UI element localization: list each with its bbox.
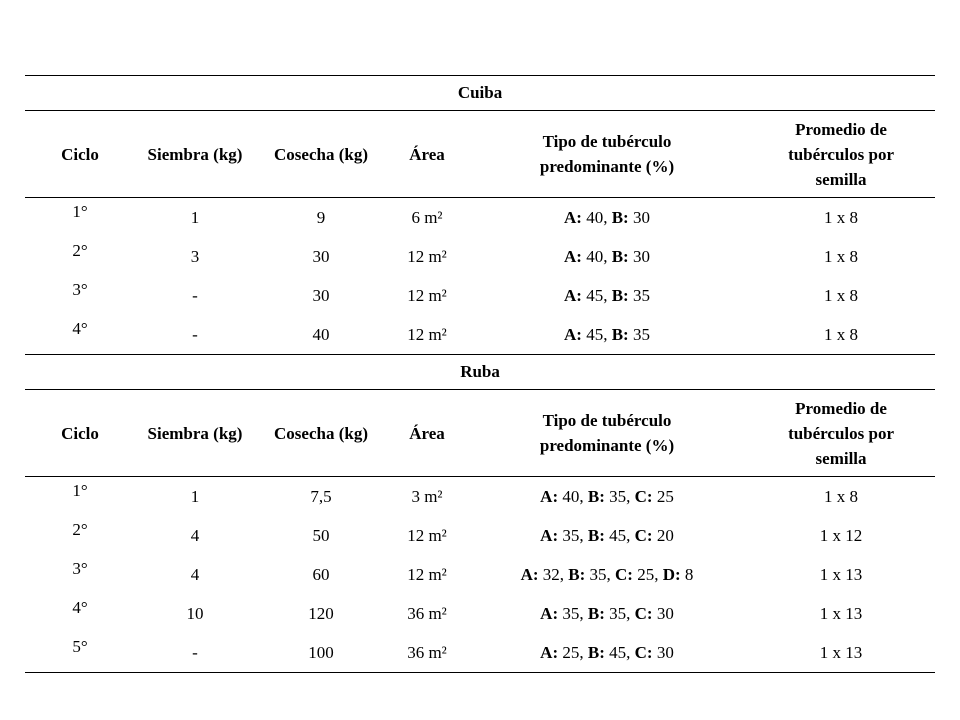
tuber-key: B:	[587, 525, 605, 545]
header-tuber-type-line1: Tipo de tubérculo	[542, 411, 672, 430]
cell-harvest: 100	[255, 633, 387, 673]
cell-tuber-type: A: 45, B: 35	[467, 315, 747, 355]
table-row	[25, 516, 935, 555]
header-average-line3: semilla	[815, 448, 867, 468]
tuber-value: 35	[562, 603, 580, 623]
tuber-value: 32	[542, 564, 560, 584]
tuber-value: 30	[632, 246, 650, 266]
tuber-key: C:	[634, 525, 653, 545]
cell-cycle: 5°	[25, 633, 135, 673]
cell-tuber-type: A: 35, B: 45, C: 20	[540, 525, 674, 545]
tuber-key: A:	[564, 246, 582, 266]
tuber-value: 40	[586, 246, 604, 266]
cell-area: 12 m²	[407, 564, 447, 584]
cell-area: 12 m²	[387, 315, 467, 355]
cell-tuber-type: A: 40, B: 35, C: 25	[540, 486, 674, 506]
cell-cycle: 1°	[72, 481, 88, 500]
header-average-line2: tubérculos por	[788, 144, 895, 164]
tuber-value: 45	[609, 525, 627, 545]
tuber-value: 30	[656, 642, 674, 662]
tuber-value: 35	[589, 564, 607, 584]
tuber-key: B:	[611, 246, 629, 266]
header-average-line3: semilla	[815, 169, 867, 189]
cell-area: 12 m²	[407, 525, 447, 545]
header-harvest: Cosecha (kg)	[255, 111, 387, 198]
tuber-key: B:	[611, 285, 629, 305]
tuber-key: B:	[587, 486, 605, 506]
tuber-key: D:	[662, 564, 681, 584]
cell-tuber-type: A: 45, B: 35	[564, 285, 650, 305]
tuber-value: 8	[684, 564, 694, 584]
tuber-key: A:	[520, 564, 539, 584]
cell-area: 36 m²	[387, 633, 467, 673]
header-tuber-type-line2: predominante (%)	[539, 157, 675, 176]
crop-cycles-table	[25, 75, 935, 673]
header-area: Área	[387, 390, 467, 477]
cell-average: 1 x 8	[824, 486, 859, 506]
header-harvest: Cosecha (kg)	[255, 390, 387, 477]
tuber-key: A:	[540, 486, 559, 506]
cell-tuber-type: A: 40, B: 30	[564, 246, 650, 266]
tuber-key: C:	[634, 603, 653, 623]
header-tuber-type-line1: Tipo de tubérculo	[542, 132, 672, 151]
cell-average: 1 x 13	[819, 564, 863, 584]
header-tuber-type	[467, 390, 747, 477]
cell-average: 1 x 8	[747, 315, 935, 355]
header-tuber-type	[467, 111, 747, 198]
table-row	[25, 633, 935, 673]
tuber-value: 20	[656, 525, 674, 545]
header-average-line1: Promedio de	[795, 398, 887, 418]
cell-sowing: 1	[190, 486, 200, 506]
table-body	[25, 76, 935, 673]
header-average-tubers	[747, 111, 935, 198]
cell-area: 36 m²	[407, 603, 447, 623]
cell-sowing: -	[135, 633, 255, 673]
tuber-value: 30	[656, 603, 674, 623]
tuber-key: B:	[568, 564, 586, 584]
cell-average: 1 x 13	[747, 633, 935, 673]
cell-cycle: 2°	[72, 241, 88, 260]
tuber-value: 25	[656, 486, 674, 506]
cell-harvest: 7,5	[310, 486, 332, 506]
tuber-key: B:	[611, 324, 629, 344]
tuber-value: 45	[586, 324, 604, 344]
tuber-key: C:	[634, 486, 653, 506]
cell-cycle: 2°	[72, 520, 88, 539]
table-row	[25, 237, 935, 276]
cell-sowing: 3	[190, 246, 200, 266]
cell-average: 1 x 8	[824, 246, 859, 266]
header-sowing: Siembra (kg)	[135, 111, 255, 198]
table-row	[25, 477, 935, 517]
tuber-value: 35	[632, 324, 650, 344]
tuber-value: 40	[586, 207, 604, 227]
column-header-row	[25, 111, 935, 198]
header-cycle: Ciclo	[25, 111, 135, 198]
table-row	[25, 594, 935, 633]
tuber-value: 45	[586, 285, 604, 305]
tuber-value: 30	[632, 207, 650, 227]
header-tuber-type-line2: predominante (%)	[539, 436, 675, 455]
tuber-key: B:	[611, 207, 629, 227]
cell-area: 12 m²	[407, 285, 447, 305]
tuber-value: 25	[637, 564, 655, 584]
header-average-line2: tubérculos por	[788, 423, 895, 443]
header-area: Área	[387, 111, 467, 198]
header-cycle: Ciclo	[25, 390, 135, 477]
header-average-line1: Promedio de	[795, 119, 887, 139]
cell-average: 1 x 13	[819, 603, 863, 623]
cell-harvest: 40	[255, 315, 387, 355]
tuber-key: A:	[564, 285, 582, 305]
cell-tuber-type: A: 35, B: 35, C: 30	[540, 603, 674, 623]
cell-harvest: 9	[316, 207, 326, 227]
cell-cycle: 1°	[72, 202, 88, 221]
cell-sowing: 10	[186, 603, 204, 623]
tuber-value: 35	[632, 285, 650, 305]
cell-tuber-type: A: 40, B: 30	[564, 207, 650, 227]
tuber-key: A:	[540, 642, 559, 662]
header-average-tubers	[747, 390, 935, 477]
cell-average: 1 x 8	[824, 207, 859, 227]
cell-cycle: 4°	[72, 598, 88, 617]
cell-cycle: 4°	[25, 315, 135, 355]
cell-harvest: 60	[312, 564, 330, 584]
tuber-key: C:	[615, 564, 633, 584]
cell-sowing: 4	[190, 525, 200, 545]
section-title-row	[25, 355, 935, 390]
tuber-key: A:	[564, 207, 582, 227]
table-container	[25, 75, 935, 673]
section-title: Cuiba	[25, 76, 935, 111]
cell-tuber-type: A: 25, B: 45, C: 30	[467, 633, 747, 673]
table-row	[25, 276, 935, 315]
tuber-key: C:	[634, 642, 653, 662]
tuber-key: A:	[564, 324, 582, 344]
table-row	[25, 198, 935, 238]
column-header-row	[25, 390, 935, 477]
cell-harvest: 30	[312, 246, 330, 266]
tuber-value: 40	[562, 486, 580, 506]
tuber-key: A:	[540, 603, 559, 623]
cell-harvest: 50	[312, 525, 330, 545]
cell-sowing: 1	[190, 207, 200, 227]
table-row	[25, 555, 935, 594]
cell-sowing: 4	[190, 564, 200, 584]
cell-area: 6 m²	[411, 207, 443, 227]
tuber-value: 25	[562, 642, 580, 662]
tuber-key: A:	[540, 525, 559, 545]
header-sowing: Siembra (kg)	[135, 390, 255, 477]
cell-cycle: 3°	[72, 280, 88, 299]
cell-harvest: 30	[312, 285, 330, 305]
cell-average: 1 x 12	[819, 525, 863, 545]
cell-area: 3 m²	[411, 486, 443, 506]
tuber-key: B:	[587, 642, 605, 662]
cell-average: 1 x 8	[824, 285, 859, 305]
tuber-value: 35	[562, 525, 580, 545]
cell-sowing: -	[135, 315, 255, 355]
cell-sowing: -	[192, 285, 198, 305]
tuber-value: 35	[609, 603, 627, 623]
cell-tuber-type: A: 32, B: 35, C: 25, D: 8	[520, 564, 694, 584]
section-title: Ruba	[25, 355, 935, 390]
tuber-value: 45	[609, 642, 627, 662]
tuber-key: B:	[587, 603, 605, 623]
cell-harvest: 120	[308, 603, 334, 623]
cell-cycle: 3°	[72, 559, 88, 578]
table-row	[25, 315, 935, 355]
section-title-row	[25, 76, 935, 111]
tuber-value: 35	[609, 486, 627, 506]
cell-area: 12 m²	[407, 246, 447, 266]
